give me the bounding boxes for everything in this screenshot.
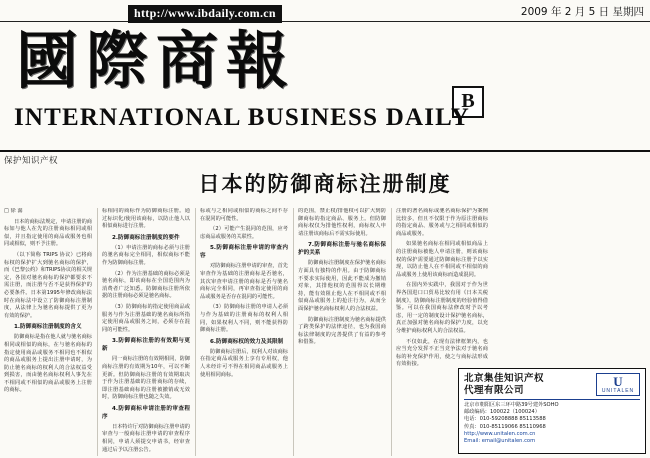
subheading: 4.防御商标申请注册的审查程序: [102, 405, 190, 420]
paragraph: （2）可能产生混同的范围，应考虑商品或服务的关联性。: [200, 226, 288, 240]
subheading: 7.防御商标注册与驰名商标保护的关系: [298, 242, 386, 257]
ad-divider: [464, 399, 640, 400]
ad-email[interactable]: Email: email@unitalen.com: [464, 438, 536, 445]
ad-fax: 传真：010-85119066 85110968: [464, 423, 546, 430]
ad-company-name-line1: 北京集佳知识产权: [464, 373, 545, 384]
masthead-english-title: INTERNATIONAL BUSINESS DAILY: [14, 104, 470, 131]
masthead-chinese-title: 國際商報: [16, 24, 297, 97]
paragraph: 标相同的商标作为防御商标注册。通过标识化/使用该商标，以防止他人以相似商标进行注册。: [102, 208, 190, 230]
paragraph: 防御商标注册制度在保护驰名商标方面具有独特的作用。由于防御商标不要求实际使用，因此不能成为撤销对象，其排他权的范围得以长期维持，能有效阻止他人在不相同或不相似商品或服务上的抢注行为，从而全面保护驰名商标权利人的合法权益。: [298, 260, 386, 312]
ad-website[interactable]: http://www.unitalen.com.cn: [464, 430, 536, 437]
paragraph: 同一商标注册的有效期相同，防御商标注册的有效期为10年，可以不断更新。但防御商标注册的有效期取决于作为注册基础的注册商标的存续，即注册基础商标的注册被撤销或无效时，防御商标注册也随之失效。: [102, 356, 190, 401]
paragraph: 不仅如此，在现有法律框架内，也应当充分发挥不正当竞争法对于驰名商标的补充保护作用，使之与商标法形成有效衔接。: [396, 338, 488, 368]
paragraph: （2）作为注册基础的商标必须是驰名商标，即该商标在全国范围内为消费者广泛知悉。防御商标注册所依据的注册商标必须是驰名商标。: [102, 270, 190, 300]
ad-contact-info: [464, 402, 640, 445]
advertisement-box[interactable]: [458, 368, 646, 454]
paragraph: 防御商标注册制度为驰名商标提供了跨类保护的法律途径，也为我国商标法律制度的完善提供了有益的参考和借鉴。: [298, 316, 386, 346]
subheading: 5.防御商标注册申请的审查内容: [200, 245, 288, 260]
subheading: 1.防御商标注册制度的含义: [14, 324, 82, 331]
paragraph: 日本的商标法规定，申请注册的商标如与他人在先的注册商标相同或相似，并且指定使用的商品或服务也相同或相似，则不予注册。: [4, 218, 92, 248]
unitalen-logo-icon: U: [613, 374, 623, 389]
paragraph: （3）防御商标注册的申请人必须与作为基础的注册商标的权利人相同，如果权利人不同，则不能获得防御商标注册。: [200, 304, 288, 334]
masthead: [0, 0, 650, 166]
article-column-2: [97, 208, 190, 456]
paragraph: 防御商标是指在他人就与驰名商标相同或相似的商标，在与驰名商标的指定使用商品或服务不相同也不相似的商品或服务上提出注册申请时，为防止驰名商标的权利人的合法权益受到损害，而由驰名商标权利人事先在不相同或不相似的商品或服务上注册的商标。: [4, 334, 92, 394]
ad-brand-name: UNITALEN: [601, 388, 635, 394]
paragraph: 如果驰名商标在相同或相似商品上的注册商标被他人申请注册，则该商标权的保护需要通过防御商标注册予以实现，以防止他人在不相同或不相似的商品或服务上使用该商标而造成混同。: [396, 241, 488, 278]
article-column-1: [4, 208, 92, 456]
masthead-top-rule: [0, 21, 650, 22]
website-url[interactable]: http://www.ibdaily.com.cn: [128, 5, 282, 23]
paragraph: 对防御商标注册申请的审查，首先审查作为基础的注册商标是否驰名，其次审查申请注册的商标是否与驰名商标完全相同，再审查指定使用的商品或服务是否存在混同的可能性。: [200, 263, 288, 300]
ad-company-name-line2: 代理有限公司: [464, 385, 525, 396]
paragraph: 日本特许厅对防御商标注册申请的审查与一般商标注册申请的审查程序相同，申请人须提交申请书，经审查通过后予以注册公告。: [102, 423, 190, 453]
masthead-logo-icon: B: [452, 86, 484, 118]
ad-logo: [596, 373, 640, 396]
ad-company-name: [464, 373, 544, 397]
article-column-3: [195, 208, 288, 456]
paragraph: （3）防御商标的指定使用商品或服务与作为注册基础的驰名商标所指定使用商品或服务之间，必须存在混同的可能性。: [102, 303, 190, 333]
ad-tel: 电话：010-59208888 85113588: [464, 416, 546, 423]
paragraph: 在国内外实践中，我国对于作为世界各国进口口贸易比较有用《日本关税制度》，防御商标注册制度的经验值得借鉴。可以在我国商标法修改时予以考虑，用一定的制度设计保护驰名商标，真正加强对驰名商标的保护力度，以充分维护商标权利人的合法权益。: [396, 282, 488, 334]
paragraph: （1）申请注册的商标必须与注册的驰名商标完全相同，相似商标不能作为防御商标注册。: [102, 244, 190, 266]
paragraph: 防御商标注册后，权利人对该商标在指定商品或服务上享有专用权，他人未经许可不得在相同商品或服务上使用相同商标。: [200, 348, 288, 378]
section-label: 保护知识产权: [4, 156, 59, 166]
paragraph: 的范围，禁止权/排他权可以扩大到防御商标的指定商品、服务上。但防御商标权仅为排他性权利，商标权人申请注册该商标后不需实际使用。: [298, 208, 386, 237]
paragraph: 注册的著名商标或驰名商标保护为案例比较多，但且不仅限于作为原注册商标的指定商品、服务或与之相同或相似的商品或服务。: [396, 208, 488, 237]
paragraph: （以下简称 TRIPS 协议）已将商标权的保护扩大到驰名商标的保护，而《巴黎公约》和TRIPS协议的相关规定，各国对驰名商标的保护都要求不需注册，而注册与否不是获得保护的必要条件。日本第1995年修改商标法时在商标法中设立了防御商标注册制度，从法律上为驰名商标提供了更为有效的保护。: [4, 251, 92, 319]
paragraph: 标或与之相同或相似的商标之间不存在混同的可能性。: [200, 208, 288, 222]
ad-address: 北京市朝阳区东三环中路39号建外SOHO: [464, 402, 559, 408]
article-column-4: [293, 208, 386, 456]
subheading: 2.防御商标注册制度的要件: [112, 234, 180, 241]
subheading: 6.防御商标权的效力及其限制: [210, 338, 284, 345]
subheading: 3.防御商标注册的有效期与更新: [102, 338, 190, 353]
ad-header: [464, 373, 640, 397]
ad-zip: 邮政编码：100022（100024）: [464, 409, 540, 416]
article-headline: 日本的防御商标注册制度: [198, 171, 452, 196]
issue-date: 2009 年 2 月 5 日 星期四: [520, 6, 644, 18]
article-byline: □ 徐 潺: [4, 208, 23, 214]
